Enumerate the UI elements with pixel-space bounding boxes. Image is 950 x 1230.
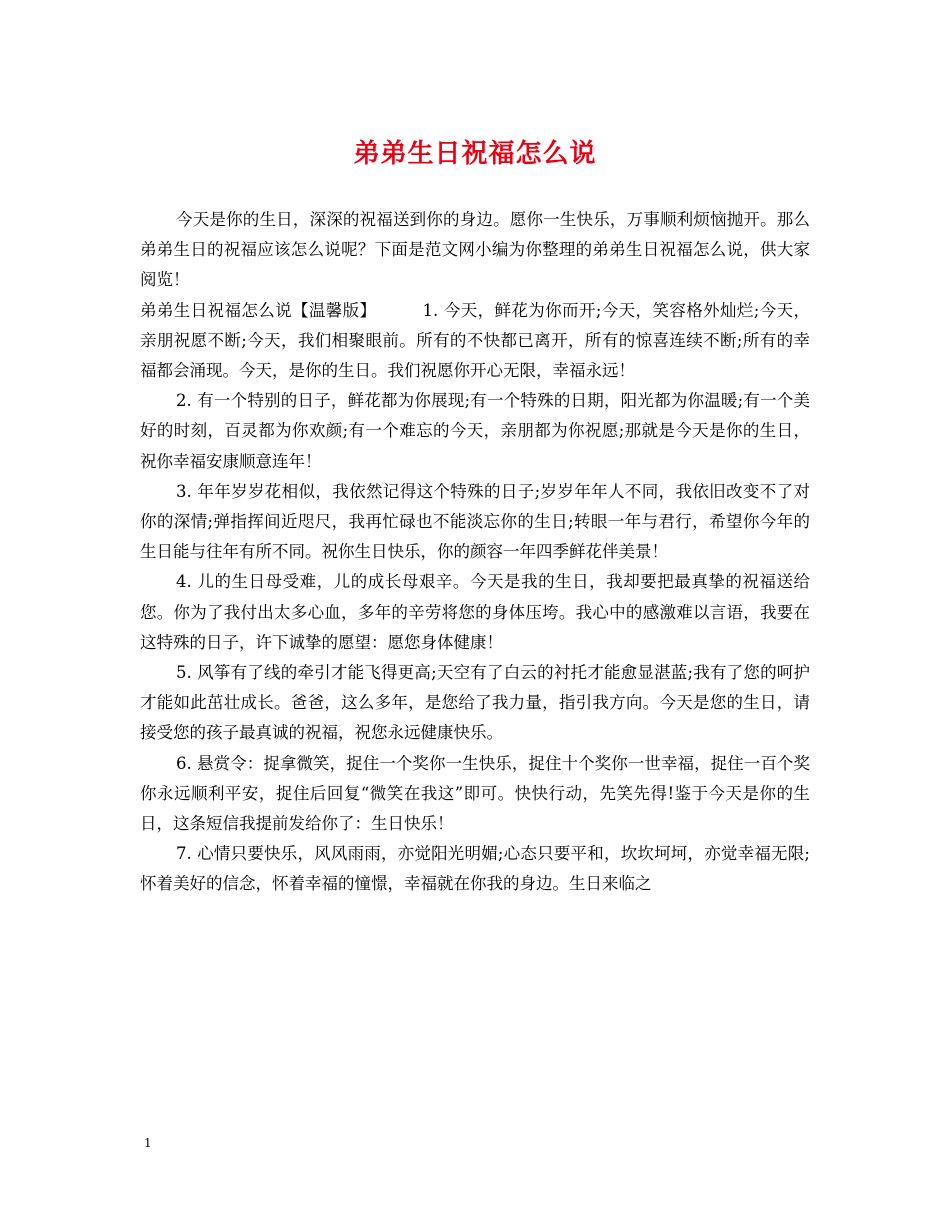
- document-body: [140, 205, 810, 900]
- paragraph-item-6: 6. 悬赏令：捉拿微笑，捉住一个奖你一生快乐，捉住十个奖你一世幸福，捉住一百个奖你永远顺利平安，捉住后回复“微笑在我这”即可。快快行动，先笑先得!鉴于今天是你的生日，这条短信我提前发给你了：生日快乐！: [140, 753, 810, 834]
- paragraph-item-5: 5. 风筝有了线的牵引才能飞得更高;天空有了白云的衬托才能愈显湛蓝;我有了您的呵护才能如此茁壮成长。爸爸，这么多年，是您给了我力量，指引我方向。今天是您的生日，请接受您的孩子最真诚的祝福，祝您永远健康快乐。: [140, 663, 810, 743]
- paragraph-item-4: 4. 儿的生日母受难，儿的成长母艰辛。今天是我的生日，我却要把最真挚的祝福送给您。你为了我付出太多心血，多年的辛劳将您的身体压垮。我心中的感激难以言语，我要在这特殊的日子，许下诚挚的愿望：愿您身体健康！: [140, 572, 810, 652]
- paragraph-item-7: 7. 心情只要快乐，风风雨雨，亦觉阳光明媚;心态只要平和，坎坎坷坷，亦觉幸福无限;怀着美好的信念，怀着幸福的憧憬，幸福就在你我的身边。生日来临之: [140, 844, 810, 894]
- paragraph-item-2: 2. 有一个特别的日子，鲜花都为你展现;有一个特殊的日期，阳光都为你温暖;有一个美好的时刻，百灵都为你欢颜;有一个难忘的今天，亲朋都为你祝愿;那就是今天是你的生日，祝你幸福安康顺意连年！: [140, 391, 810, 471]
- subheading-paragraph: [140, 296, 810, 387]
- intro-paragraph: 今天是你的生日，深深的祝福送到你的身边。愿你一生快乐，万事顺利烦恼抛开。那么弟弟生日的祝福应该怎么说呢？下面是范文网小编为你整理的弟弟生日祝福怎么说，供大家阅览！: [140, 210, 810, 290]
- paragraph-item-1: 1. 今天，鲜花为你而开;今天，笑容格外灿烂;今天，亲朋祝愿不断;今天，我们相聚眼前。所有的不快都已离开，所有的惊喜连续不断;所有的幸福都会涌现。今天，是你的生日。我们祝愿你开心无限，幸福永远！: [140, 300, 811, 381]
- paragraph-item-3: 3. 年年岁岁花相似，我依然记得这个特殊的日子;岁岁年年人不同，我依旧改变不了对你的深情;弹指挥间近咫尺，我再忙碌也不能淡忘你的生日;转眼一年与君行，希望你今年的生日能与往年有所不同。祝你生日快乐，你的颜容一年四季鲜花伴美景！: [140, 481, 810, 562]
- document-title: 弟弟生日祝福怎么说: [353, 139, 597, 169]
- page-number: 1: [144, 1136, 152, 1150]
- subheading: 弟弟生日祝福怎么说【温馨版】: [140, 300, 377, 320]
